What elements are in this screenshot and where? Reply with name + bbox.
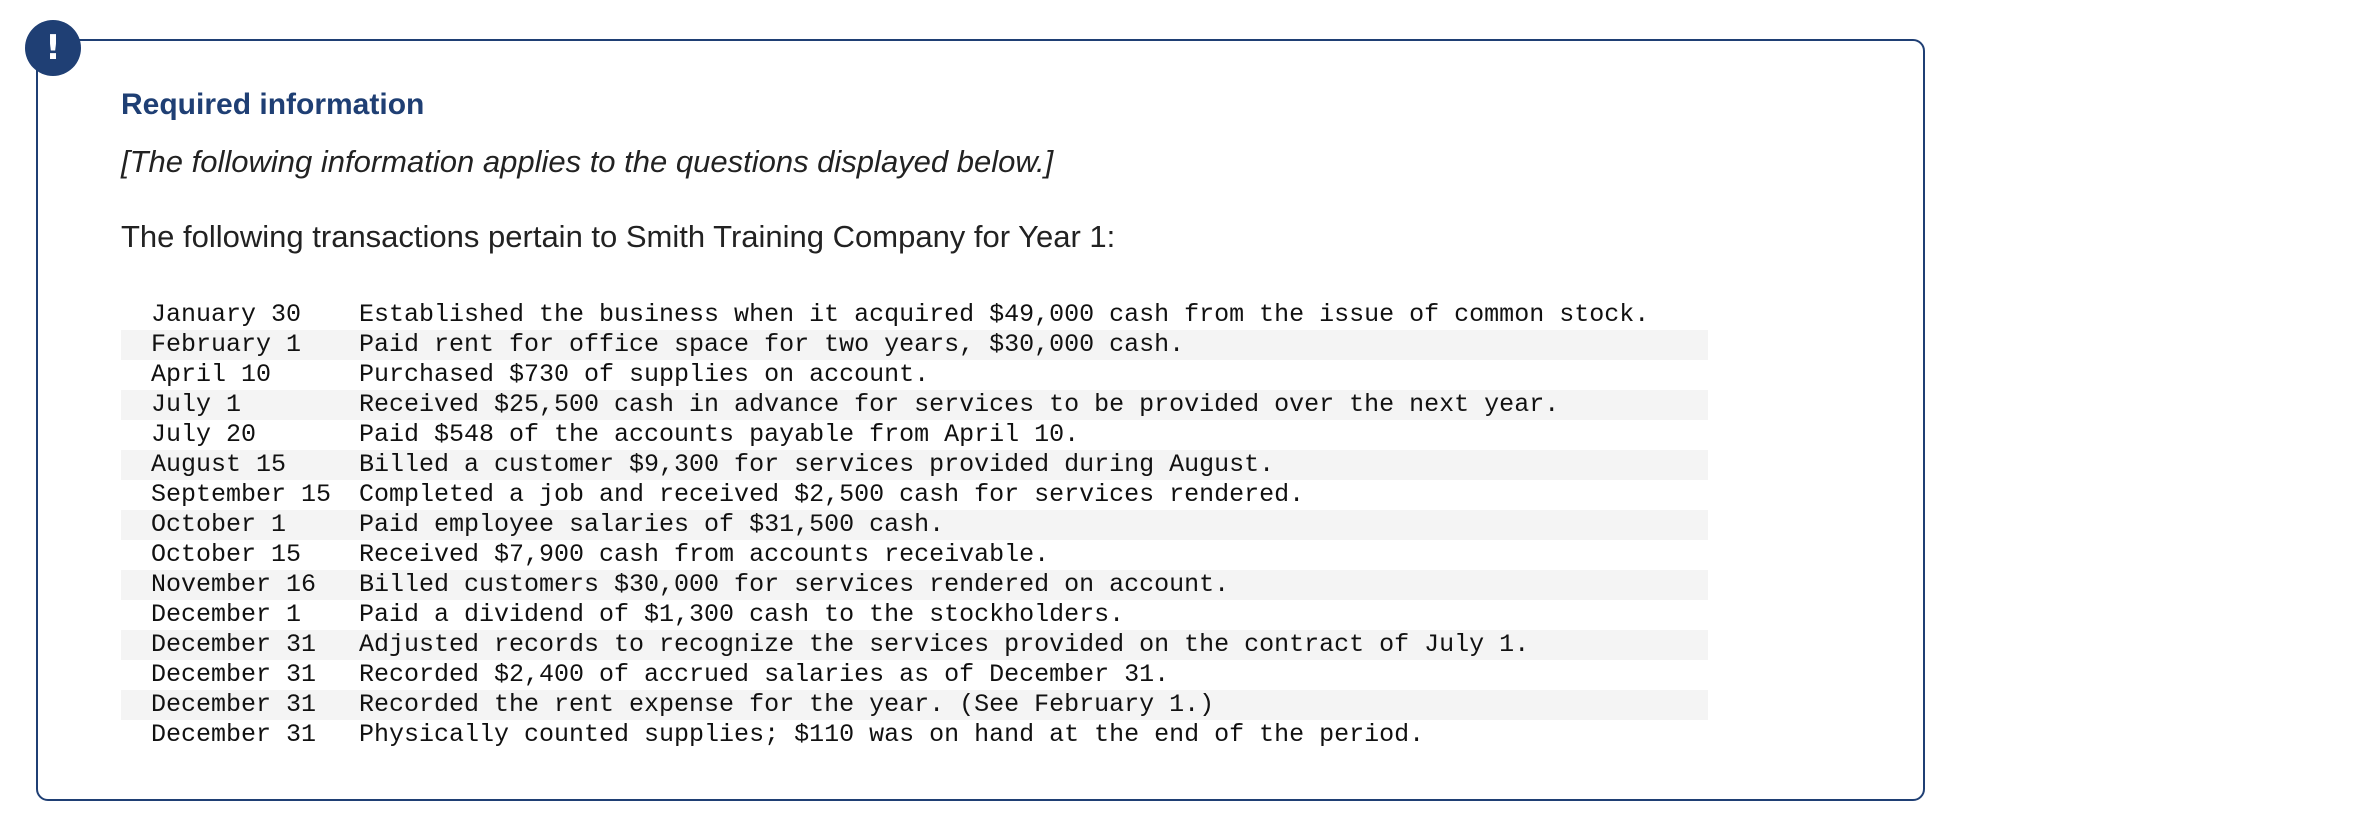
table-row xyxy=(121,330,1708,360)
intro-text: The following transactions pertain to Smith Training Company for Year 1: xyxy=(121,219,1116,254)
transaction-date: October 1 xyxy=(121,510,359,540)
transaction-description: Billed customers $30,000 for services rendered on account. xyxy=(359,570,1708,600)
table-row xyxy=(121,450,1708,480)
transaction-description: Billed a customer $9,300 for services provided during August. xyxy=(359,450,1708,480)
transaction-description: Received $25,500 cash in advance for services to be provided over the next year. xyxy=(359,390,1708,420)
transaction-date: December 31 xyxy=(121,690,359,720)
transaction-description: Completed a job and received $2,500 cash for services rendered. xyxy=(359,480,1305,509)
transaction-description: Established the business when it acquired $49,000 cash from the issue of common stock. xyxy=(359,300,1650,329)
table-row xyxy=(121,690,1708,720)
transaction-description: Received $7,900 cash from accounts receivable. xyxy=(359,540,1050,569)
transaction-date: November 16 xyxy=(121,570,359,600)
transaction-date: July 1 xyxy=(121,390,359,420)
transaction-date: December 31 xyxy=(151,660,317,689)
transaction-date: December 31 xyxy=(121,630,359,660)
transaction-date: September 15 xyxy=(151,480,332,509)
table-row xyxy=(121,540,1708,570)
table-row xyxy=(121,660,1708,690)
transaction-description: Paid $548 of the accounts payable from April 10. xyxy=(359,420,1080,449)
transaction-description: Physically counted supplies; $110 was on hand at the end of the period. xyxy=(359,720,1425,749)
transaction-description: Paid a dividend of $1,300 cash to the stockholders. xyxy=(359,600,1125,629)
transaction-description: Recorded $2,400 of accrued salaries as of December 31. xyxy=(359,660,1170,689)
transaction-description: Adjusted records to recognize the services provided on the contract of July 1. xyxy=(359,630,1708,660)
transaction-date: April 10 xyxy=(151,360,272,389)
table-row xyxy=(121,420,1708,450)
panel-title: Required information xyxy=(121,88,425,121)
transactions-table xyxy=(121,300,1708,750)
table-row xyxy=(121,570,1708,600)
transaction-date: October 15 xyxy=(151,540,302,569)
transaction-date: December 1 xyxy=(151,600,302,629)
transaction-description: Recorded the rent expense for the year. (See February 1.) xyxy=(359,690,1708,720)
table-row xyxy=(121,360,1708,390)
transaction-date: July 20 xyxy=(151,420,257,449)
transaction-description: Paid rent for office space for two years, $30,000 cash. xyxy=(359,330,1708,360)
transaction-date: January 30 xyxy=(151,300,302,329)
applies-note: [The following information applies to the questions displayed below.] xyxy=(121,144,1054,179)
table-row xyxy=(121,720,1708,750)
transaction-date: December 31 xyxy=(151,720,317,749)
table-row xyxy=(121,300,1708,330)
table-row xyxy=(121,630,1708,660)
table-row xyxy=(121,600,1708,630)
table-row xyxy=(121,480,1708,510)
table-row xyxy=(121,510,1708,540)
exclamation-icon: ! xyxy=(25,20,81,76)
table-row xyxy=(121,390,1708,420)
transaction-date: February 1 xyxy=(121,330,359,360)
transaction-description: Paid employee salaries of $31,500 cash. xyxy=(359,510,1708,540)
transaction-date: August 15 xyxy=(121,450,359,480)
transaction-description: Purchased $730 of supplies on account. xyxy=(359,360,930,389)
